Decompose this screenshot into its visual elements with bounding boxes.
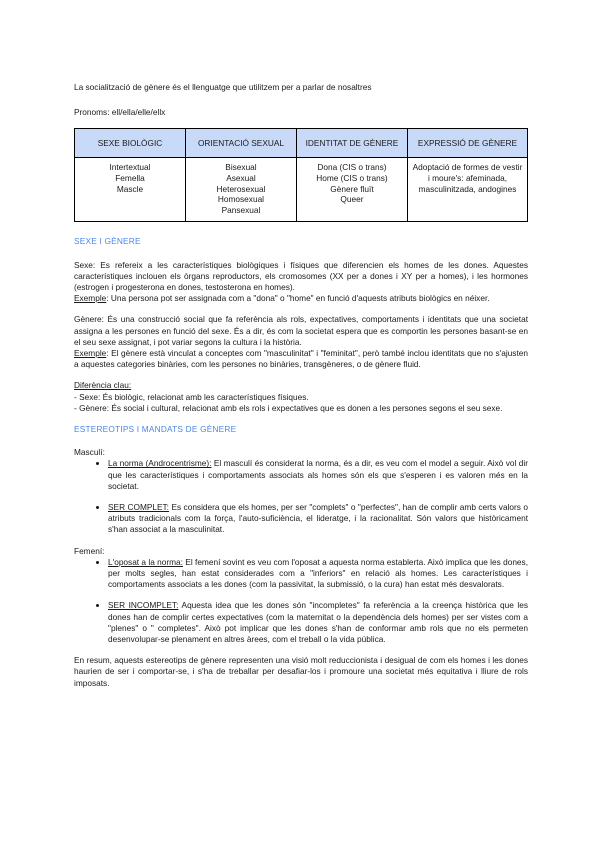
list-item-title: SER INCOMPLET: <box>108 600 179 611</box>
heading-sexe-genere: SEXE I GÈNERE <box>74 236 141 247</box>
document-page <box>74 82 528 689</box>
femeni-label: Femení: <box>74 545 105 556</box>
header-orientacio-sexual: ORIENTACIÓ SEXUAL <box>185 129 296 158</box>
list-item <box>108 557 528 591</box>
table-cell-line: Gènere fluït <box>330 183 374 194</box>
cell-identitat-genere <box>296 158 407 222</box>
diff-title: Diferència clau: <box>74 380 132 391</box>
femeni-list <box>74 557 528 645</box>
diff-sexe: - Sexe: És biològic, relacionat amb les característiques físiques. <box>74 391 309 402</box>
table-cell-line: Femella <box>115 173 145 183</box>
example-label: Exemple <box>74 348 107 358</box>
list-item-title: La norma (Androcentrisme): <box>108 458 212 469</box>
masculi-list <box>74 458 528 535</box>
cell-expressio-genere <box>407 158 527 222</box>
example-label: Exemple <box>74 293 107 304</box>
list-item-title: L'oposat a la norma: <box>108 556 183 567</box>
cell-orientacio-sexual <box>185 158 296 222</box>
table-cell-line: Intertextual <box>109 162 151 173</box>
paragraph-sexe: Sexe: Es refereix a les característiques biològiques i físiques que diferencien els homes de les dones. Aquestes característiques inclouen els òrgans reproductors, els cromosomes (XX per a dones i XY per a homes), i les hormones (estrogen i progesterona en dones, testosterona en homes). <box>74 259 528 292</box>
table-cell-line: Homosexual <box>217 194 265 205</box>
list-item <box>108 458 528 492</box>
list-item-title: SER COMPLET: <box>108 502 169 513</box>
list-item <box>108 502 528 536</box>
cell-sexe-biologic <box>75 158 186 222</box>
example-text: : El gènere està vinculat a conceptes com "masculinitat" i "feminitat", però també inclou identitats que no s'ajusten a aquestes categories binàries, com les persones no binàries, transgèneres, o de gènere fluid. <box>74 348 528 370</box>
header-identitat-genere: IDENTITAT DE GÈNERE <box>296 129 407 158</box>
pronouns-text: Pronoms: ell/ella/elle/ellx <box>74 107 166 118</box>
gender-table <box>74 128 528 222</box>
list-item <box>108 600 528 645</box>
table-cell-line: Home (CIS o trans) <box>316 173 388 183</box>
list-item-text: El femení sovint es veu com l'oposat a aquesta norma establerta. Això implica que les dones, per molts segles, han estat considerades com a "inferiors" en relació als homes. Les característiques i comportaments associats a les dones (com la passivitat, la submissió, o la cura) han estat més desvalorats. <box>108 556 528 590</box>
header-expressio-genere: EXPRESSIÓ DE GÈNERE <box>407 129 527 158</box>
example-text: : Una persona pot ser assignada com a "dona" o "home" en funció d'aquests atributs biològics en néixer. <box>106 293 490 304</box>
heading-estereotips: ESTEREOTIPS I MANDATS DE GÈNERE <box>74 424 237 435</box>
masculi-label: Masculí: <box>74 447 105 458</box>
paragraph-sexe-example <box>74 293 528 304</box>
table-cell-line: Queer <box>340 194 364 205</box>
table-cell-line: Mascle <box>116 183 144 194</box>
list-item-text: Aquesta idea que les dones són "incompletes" fa referència a la creença històrica que les dones han de complir certes expectatives (com la maternitat o la dependència dels homes) per ser vistes com a "plenes" o " completes". Això pot implicar que les dones s'han de conformar amb rols que no els permeten desenvolupar-se plenament en altres àrees, com el treball o la vida pública. <box>108 600 528 645</box>
table-cell-line: Heterosexual <box>216 183 266 194</box>
table-cell-line: Dona (CIS o trans) <box>317 162 387 173</box>
table-cell-line: Asexual <box>226 173 256 183</box>
paragraph-genere: Gènere: És una construcció social que fa referència als rols, expectatives, comportaments i identitats que una societat assigna a les persones en funció del sexe. És a dir, és com la societat espera que es comportin les persones basant-se en el seu sexe assignat, i pot variar segons la cultura i la història. <box>74 314 528 347</box>
diff-genere: - Gènere: És social i cultural, relacionat amb els rols i expectatives que es donen a les persones segons el seu sexe. <box>74 402 503 413</box>
paragraph-genere-example <box>74 348 528 370</box>
table-cell-line: Bisexual <box>225 162 257 173</box>
list-item-text: Es considera que els homes, per ser "complets" o "perfectes", han de complir amb certs valors o atributs tradicionals com la força, l'auto-suficiència, el lideratge, i la racionalitat. Són valors que històricament s'han associat a la masculinitat. <box>108 502 528 535</box>
list-item-text: El masculí és considerat la norma, és a dir, es veu com el model a seguir. Això vol dir que les característiques i comportaments associats als homes són els que s'esperen i es valoren més en la societat. <box>108 458 529 491</box>
intro-text: La socialització de gènere és el llenguatge que utilitzem per a parlar de nosaltres <box>74 82 372 92</box>
table-cell-line: Adoptació de formes de vestir i moure's: afeminada, masculinitzada, andogines <box>412 162 523 194</box>
conclusion-paragraph: En resum, aquests estereotips de gènere representen una visió molt reduccionista i desigual de com els homes i les dones haurien de ser i comportar-se, i s'ha de treballar per desafiar-los i promoure una societat més equitativa i lliure de rols imposats. <box>74 655 528 688</box>
table-cell-line: Pansexual <box>221 204 261 215</box>
header-sexe-biologic: SEXE BIOLÒGIC <box>75 129 186 158</box>
